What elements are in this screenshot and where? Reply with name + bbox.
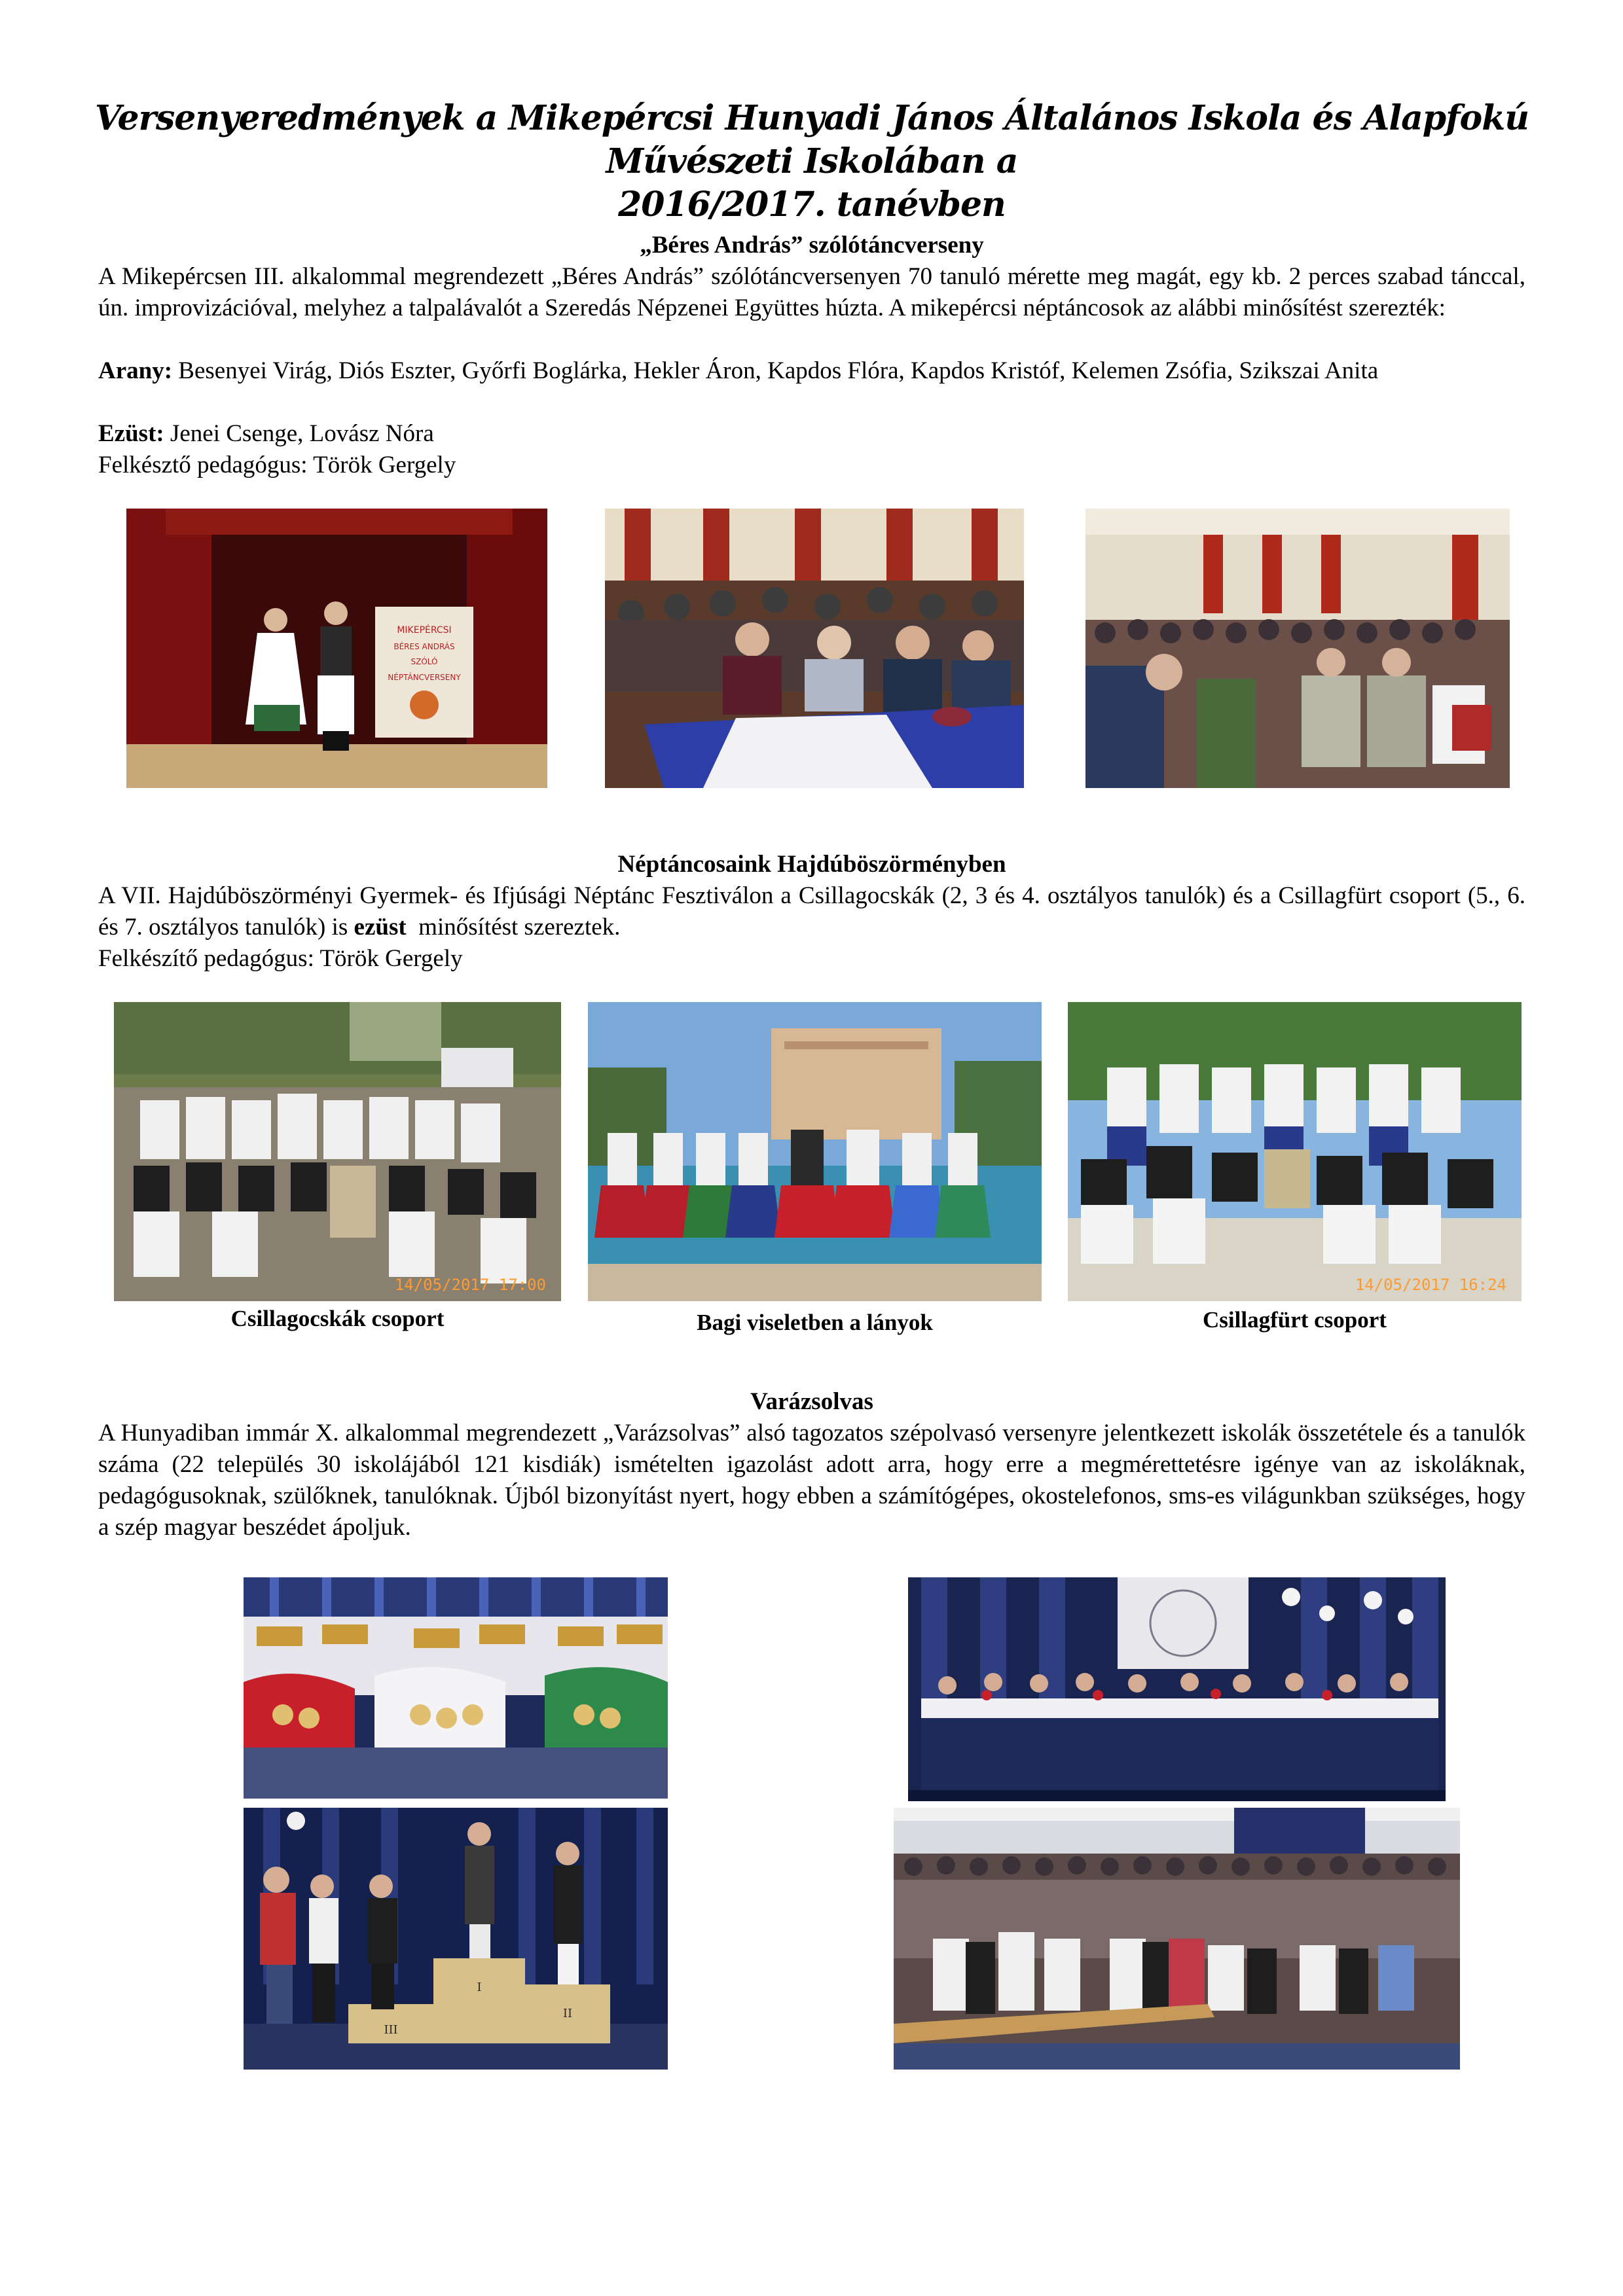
page-title (85, 97, 1539, 226)
section3-intro (98, 1418, 1525, 1543)
photo-jury-table (605, 509, 1024, 788)
section-heading-hajduboszormeny: Néptáncosaink Hajdúböszörményben (617, 851, 1006, 878)
page-title-line-1: Versenyeredmények a Mikepércsi Hunyadi János Általános Iskola és Alapfokú Művészeti Iskolában a (94, 98, 1529, 181)
section3-intro-text: A Hunyadiban immár X. alkalommal megrendezett „Varázsolvas” alsó tagozatos szépolvasó versenyre jelentkezett iskolák összetétele és a tanulók száma (22 település 30 iskolájából 121 kisdiák) ismételten igazolást adott arra, hogy erre a megmérettetésre igénye van az iskoláknak, pedagógusoknak, szülőknek, tanulóknak. Újból bizonyítást nyert, hogy ebben a számítógépes, okostelefonos, sms-es világunkban szükséges, hogy a szép magyar beszédet ápoljuk. (98, 1420, 1525, 1541)
banner-line-1: MIKEPÉRCSI (397, 625, 452, 636)
photo-date-stamp: 14/05/2017 17:00 (394, 1276, 546, 1294)
photo-csillagocskak-group (114, 1002, 561, 1301)
section2-teacher-block (98, 943, 1525, 975)
page-title-line-2: 2016/2017. tanévben (618, 185, 1006, 224)
caption-csillagfurt: Csillagfürt csoport (1203, 1307, 1387, 1333)
section2-teacher: Felkészítő pedagógus: Török Gergely (98, 945, 463, 972)
section2-intro-bold: ezüst (354, 914, 407, 941)
section1-gold-result (98, 355, 1525, 387)
podium-label-second: II (562, 2007, 573, 2020)
photo-audience-hall (1085, 509, 1510, 788)
gold-label: Arany: (98, 357, 173, 384)
section1-silver-block (98, 418, 1525, 481)
gold-names: Besenyei Virág, Diós Eszter, Győrfi Boglárka, Hekler Áron, Kapdos Flóra, Kapdos Kristóf, Kelemen Zsófia, Szikszai Anita (178, 357, 1379, 384)
banner-line-3: SZÓLÓ (410, 657, 438, 666)
banner-line-2: BÉRES ANDRÁS (393, 642, 455, 651)
silver-label: Ezüst: (98, 420, 164, 447)
caption-csillagocskak: Csillagocskák csoport (230, 1306, 445, 1331)
photo-prizes-table (244, 1577, 668, 1799)
section2-intro (98, 880, 1525, 943)
section2-intro-b: minősítést szereztek. (418, 914, 621, 941)
section2-intro-a: A VII. Hajdúböszörményi Gyermek- és Ifjúsági Néptánc Fesztiválon a Csillagocskák (2, 3 és 4. osztályos tanulók) és a Csillagfürt csoport (5., 6. és 7. osztályos tanulók) is (98, 882, 1525, 941)
caption-bagi-girls: Bagi viseletben a lányok (697, 1310, 933, 1335)
photo-participants-audience (894, 1808, 1460, 2070)
photo-jury-panel (908, 1577, 1446, 1801)
photo-solo-dancers-stage (126, 509, 547, 788)
section-heading-varazsolvas: Varázsolvas (750, 1388, 873, 1415)
photo-bagi-girls (588, 1002, 1042, 1301)
section-heading-beres-andras: „Béres András” szólótáncverseny (640, 232, 984, 259)
photo-csillagfurt-group (1068, 1002, 1522, 1301)
section1-intro-text: A Mikepércsen III. alkalommal megrendezett „Béres András” szólótáncversenyen 70 tanuló mérette meg magát, egy kb. 2 perces szabad tánccal, ún. improvizációval, melyhez a talpalávalót a Szeredás Népzenei Együttes húzta. A mikepércsi néptáncosok az alábbi minősítést szerezték: (98, 263, 1525, 321)
photo-date-stamp: 14/05/2017 16:24 (1355, 1276, 1506, 1294)
podium-label-first: I (477, 1981, 482, 1994)
podium-label-third: III (384, 2023, 398, 2037)
silver-names: Jenei Csenge, Lovász Nóra (170, 420, 434, 447)
photo-winners-podium (244, 1808, 668, 2070)
banner-line-4: NÉPTÁNCVERSENY (388, 673, 461, 682)
section1-intro (98, 261, 1525, 324)
section1-teacher: Felkésztő pedagógus: Török Gergely (98, 452, 456, 478)
